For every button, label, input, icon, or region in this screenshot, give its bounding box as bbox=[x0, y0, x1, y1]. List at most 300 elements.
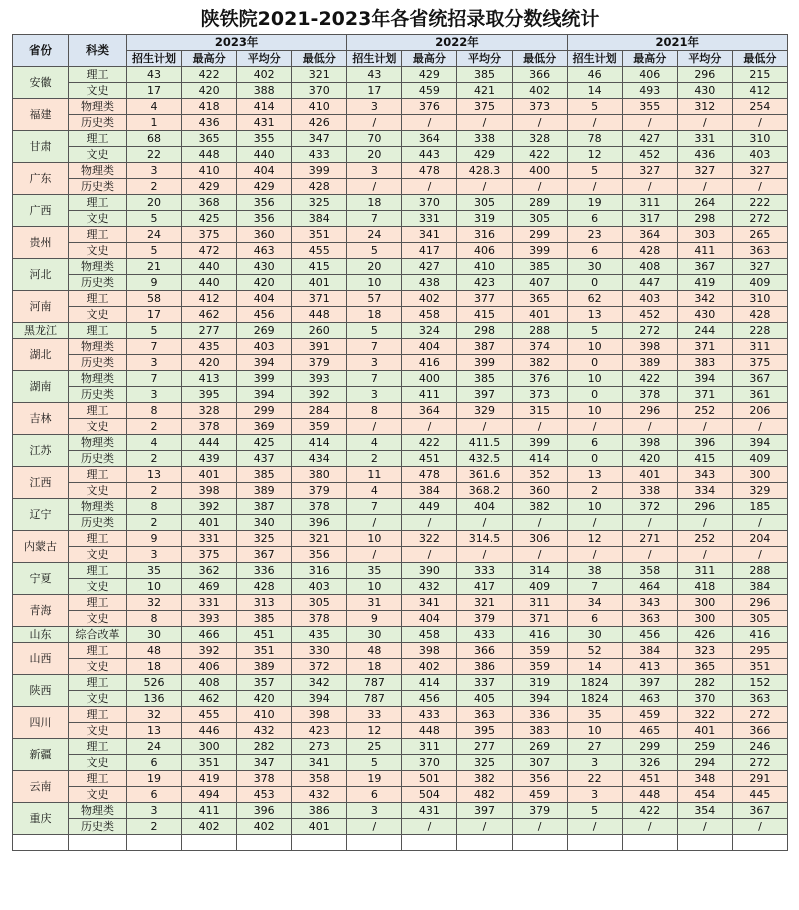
province-cell: 湖南 bbox=[13, 371, 69, 403]
page-title: 陕铁院2021-2023年各省统招录取分数线统计 bbox=[200, 8, 600, 30]
score-cell: 367 bbox=[677, 259, 732, 275]
score-cell: 401 bbox=[677, 723, 732, 739]
score-cell: 8 bbox=[347, 403, 402, 419]
score-cell: / bbox=[402, 179, 457, 195]
table-row bbox=[13, 147, 788, 163]
score-cell: / bbox=[677, 819, 732, 835]
subject-cell: 文史 bbox=[69, 243, 127, 259]
score-cell: 277 bbox=[182, 323, 237, 339]
score-cell: 387 bbox=[457, 339, 512, 355]
score-cell: / bbox=[402, 515, 457, 531]
score-cell: 374 bbox=[512, 339, 567, 355]
score-cell: 17 bbox=[127, 83, 182, 99]
score-cell: 215 bbox=[732, 67, 787, 83]
score-cell: 394 bbox=[237, 355, 292, 371]
score-cell: 462 bbox=[182, 691, 237, 707]
score-cell: 422 bbox=[622, 371, 677, 387]
score-cell: 62 bbox=[567, 291, 622, 307]
score-cell: 361 bbox=[732, 387, 787, 403]
table-row bbox=[13, 195, 788, 211]
score-cell: 375 bbox=[457, 99, 512, 115]
score-cell: 305 bbox=[512, 211, 567, 227]
score-cell: 386 bbox=[457, 659, 512, 675]
score-cell: 404 bbox=[237, 291, 292, 307]
score-cell: 378 bbox=[182, 419, 237, 435]
score-cell: 787 bbox=[347, 691, 402, 707]
province-cell: 重庆 bbox=[13, 803, 69, 835]
empty-cell bbox=[677, 835, 732, 851]
subject-cell: 理工 bbox=[69, 131, 127, 147]
province-cell: 江西 bbox=[13, 467, 69, 499]
table-row bbox=[13, 323, 788, 339]
score-cell: 383 bbox=[512, 723, 567, 739]
score-cell: 456 bbox=[237, 307, 292, 323]
score-cell: 300 bbox=[677, 595, 732, 611]
score-cell: 416 bbox=[402, 355, 457, 371]
score-cell: 394 bbox=[237, 387, 292, 403]
score-cell: 371 bbox=[677, 339, 732, 355]
subject-cell: 理工 bbox=[69, 227, 127, 243]
score-cell: 1824 bbox=[567, 691, 622, 707]
table-row bbox=[13, 419, 788, 435]
score-cell: 395 bbox=[182, 387, 237, 403]
score-cell: 272 bbox=[732, 211, 787, 227]
score-cell: 456 bbox=[402, 691, 457, 707]
score-cell: 10 bbox=[347, 275, 402, 291]
score-cell: 252 bbox=[677, 403, 732, 419]
score-cell: 5 bbox=[347, 323, 402, 339]
header-metric: 招生计划 bbox=[347, 51, 402, 67]
score-cell: 356 bbox=[292, 547, 347, 563]
score-cell: 373 bbox=[512, 99, 567, 115]
province-cell: 江苏 bbox=[13, 435, 69, 467]
score-cell: / bbox=[347, 515, 402, 531]
score-cell: 311 bbox=[512, 595, 567, 611]
score-cell: 440 bbox=[237, 147, 292, 163]
score-cell: 382 bbox=[512, 355, 567, 371]
score-cell: 337 bbox=[457, 675, 512, 691]
score-cell: 328 bbox=[512, 131, 567, 147]
score-cell: 32 bbox=[127, 595, 182, 611]
table-row bbox=[13, 371, 788, 387]
score-cell: / bbox=[732, 819, 787, 835]
score-cell: 389 bbox=[622, 355, 677, 371]
score-cell: 259 bbox=[677, 739, 732, 755]
subject-cell: 理工 bbox=[69, 595, 127, 611]
score-cell: 406 bbox=[182, 659, 237, 675]
score-cell: 356 bbox=[237, 211, 292, 227]
score-cell: 429 bbox=[402, 67, 457, 83]
score-cell: 398 bbox=[292, 707, 347, 723]
score-cell: 296 bbox=[732, 595, 787, 611]
score-cell: / bbox=[622, 179, 677, 195]
province-cell: 四川 bbox=[13, 707, 69, 739]
score-cell: 351 bbox=[292, 227, 347, 243]
score-cell: 18 bbox=[347, 659, 402, 675]
score-cell: 411.5 bbox=[457, 435, 512, 451]
table-row bbox=[13, 83, 788, 99]
score-cell: 14 bbox=[567, 83, 622, 99]
score-cell: 1 bbox=[127, 115, 182, 131]
score-cell: 392 bbox=[182, 499, 237, 515]
score-cell: 35 bbox=[567, 707, 622, 723]
score-cell: 315 bbox=[512, 403, 567, 419]
score-cell: 371 bbox=[677, 387, 732, 403]
province-cell: 广东 bbox=[13, 163, 69, 195]
score-cell: 404 bbox=[457, 499, 512, 515]
score-cell: 3 bbox=[567, 787, 622, 803]
score-cell: 35 bbox=[127, 563, 182, 579]
score-cell: 432 bbox=[237, 723, 292, 739]
score-cell: 383 bbox=[677, 355, 732, 371]
score-cell: 401 bbox=[292, 819, 347, 835]
table-row bbox=[13, 707, 788, 723]
score-cell: 388 bbox=[237, 83, 292, 99]
score-cell: 432 bbox=[292, 787, 347, 803]
score-cell: 340 bbox=[237, 515, 292, 531]
score-cell: 3 bbox=[347, 163, 402, 179]
score-cell: 269 bbox=[512, 739, 567, 755]
province-cell: 贵州 bbox=[13, 227, 69, 259]
score-cell: 372 bbox=[622, 499, 677, 515]
score-cell: 18 bbox=[347, 307, 402, 323]
score-cell: 423 bbox=[457, 275, 512, 291]
score-cell: / bbox=[567, 515, 622, 531]
score-cell: 19 bbox=[567, 195, 622, 211]
score-cell: 7 bbox=[347, 499, 402, 515]
score-cell: 370 bbox=[677, 691, 732, 707]
score-cell: 3 bbox=[127, 387, 182, 403]
score-cell: 341 bbox=[402, 227, 457, 243]
score-cell: 321 bbox=[292, 67, 347, 83]
score-cell: 6 bbox=[127, 755, 182, 771]
score-cell: 10 bbox=[347, 579, 402, 595]
score-cell: 5 bbox=[567, 163, 622, 179]
score-cell: 24 bbox=[347, 227, 402, 243]
score-cell: 3 bbox=[127, 163, 182, 179]
score-cell: 420 bbox=[622, 451, 677, 467]
score-cell: 299 bbox=[237, 403, 292, 419]
score-cell: 25 bbox=[347, 739, 402, 755]
score-cell: 389 bbox=[237, 483, 292, 499]
subject-cell: 理工 bbox=[69, 675, 127, 691]
table-row bbox=[13, 819, 788, 835]
subject-cell: 文史 bbox=[69, 83, 127, 99]
score-cell: 451 bbox=[402, 451, 457, 467]
score-cell: 7 bbox=[347, 371, 402, 387]
score-cell: 327 bbox=[732, 163, 787, 179]
table-row bbox=[13, 67, 788, 83]
score-cell: 371 bbox=[292, 291, 347, 307]
score-cell: 425 bbox=[237, 435, 292, 451]
score-cell: 321 bbox=[457, 595, 512, 611]
table-row bbox=[13, 675, 788, 691]
score-cell: / bbox=[512, 419, 567, 435]
header-metric: 最高分 bbox=[622, 51, 677, 67]
score-cell: 366 bbox=[512, 67, 567, 83]
score-cell: 420 bbox=[182, 355, 237, 371]
score-cell: 336 bbox=[237, 563, 292, 579]
table-row bbox=[13, 435, 788, 451]
score-cell: 327 bbox=[677, 163, 732, 179]
score-cell: 10 bbox=[567, 723, 622, 739]
score-cell: / bbox=[457, 819, 512, 835]
score-cell: 20 bbox=[347, 147, 402, 163]
score-cell: 387 bbox=[237, 499, 292, 515]
score-cell: 400 bbox=[402, 371, 457, 387]
score-cell: 399 bbox=[512, 435, 567, 451]
score-cell: 420 bbox=[182, 83, 237, 99]
score-cell: 433 bbox=[402, 707, 457, 723]
subject-cell: 理工 bbox=[69, 707, 127, 723]
score-cell: 185 bbox=[732, 499, 787, 515]
score-cell: 414 bbox=[402, 675, 457, 691]
score-cell: 378 bbox=[292, 611, 347, 627]
score-cell: 269 bbox=[237, 323, 292, 339]
score-cell: 152 bbox=[732, 675, 787, 691]
score-cell: 443 bbox=[402, 147, 457, 163]
score-cell: 378 bbox=[237, 771, 292, 787]
score-cell: 288 bbox=[732, 563, 787, 579]
score-cell: 360 bbox=[237, 227, 292, 243]
score-cell: 396 bbox=[677, 435, 732, 451]
score-cell: 298 bbox=[457, 323, 512, 339]
score-cell: 10 bbox=[567, 339, 622, 355]
score-cell: 272 bbox=[732, 707, 787, 723]
score-cell: 385 bbox=[237, 467, 292, 483]
score-cell: 23 bbox=[567, 227, 622, 243]
score-cell: 0 bbox=[567, 451, 622, 467]
score-cell: 413 bbox=[182, 371, 237, 387]
empty-cell bbox=[457, 835, 512, 851]
score-cell: 444 bbox=[182, 435, 237, 451]
score-cell: 310 bbox=[732, 131, 787, 147]
score-cell: 331 bbox=[182, 595, 237, 611]
score-cell: 454 bbox=[677, 787, 732, 803]
score-cell: 501 bbox=[402, 771, 457, 787]
score-cell: 354 bbox=[677, 803, 732, 819]
score-cell: 5 bbox=[567, 323, 622, 339]
score-cell: 377 bbox=[457, 291, 512, 307]
score-cell: 295 bbox=[732, 643, 787, 659]
table-row bbox=[13, 259, 788, 275]
score-cell: 300 bbox=[677, 611, 732, 627]
table-row bbox=[13, 403, 788, 419]
score-cell: 408 bbox=[622, 259, 677, 275]
table-row bbox=[13, 275, 788, 291]
empty-cell bbox=[567, 835, 622, 851]
score-cell: / bbox=[732, 179, 787, 195]
score-cell: 462 bbox=[182, 307, 237, 323]
score-cell: 9 bbox=[127, 275, 182, 291]
score-cell: 38 bbox=[567, 563, 622, 579]
score-cell: 463 bbox=[237, 243, 292, 259]
subject-cell: 文史 bbox=[69, 147, 127, 163]
score-cell: 430 bbox=[677, 83, 732, 99]
score-cell: 43 bbox=[347, 67, 402, 83]
score-cell: 399 bbox=[512, 243, 567, 259]
table-row bbox=[13, 307, 788, 323]
table-row bbox=[13, 787, 788, 803]
score-cell: 352 bbox=[512, 467, 567, 483]
score-cell: 58 bbox=[127, 291, 182, 307]
score-cell: 418 bbox=[182, 99, 237, 115]
score-cell: 445 bbox=[732, 787, 787, 803]
score-cell: 414 bbox=[292, 435, 347, 451]
subject-cell: 物理类 bbox=[69, 259, 127, 275]
score-cell: 401 bbox=[182, 515, 237, 531]
score-cell: 19 bbox=[127, 771, 182, 787]
score-cell: 3 bbox=[567, 755, 622, 771]
table-row bbox=[13, 467, 788, 483]
subject-cell: 文史 bbox=[69, 419, 127, 435]
score-cell: 416 bbox=[512, 627, 567, 643]
score-cell: 272 bbox=[622, 323, 677, 339]
score-cell: 482 bbox=[457, 787, 512, 803]
score-cell: 469 bbox=[182, 579, 237, 595]
score-cell: 3 bbox=[127, 547, 182, 563]
score-cell: 478 bbox=[402, 467, 457, 483]
score-cell: 393 bbox=[292, 371, 347, 387]
table-row bbox=[13, 243, 788, 259]
province-cell: 安徽 bbox=[13, 67, 69, 99]
empty-cell bbox=[237, 835, 292, 851]
score-cell: 329 bbox=[457, 403, 512, 419]
score-cell: 305 bbox=[292, 595, 347, 611]
subject-cell: 文史 bbox=[69, 691, 127, 707]
score-cell: 404 bbox=[402, 611, 457, 627]
score-cell: 453 bbox=[237, 787, 292, 803]
score-cell: 316 bbox=[457, 227, 512, 243]
score-cell: 494 bbox=[182, 787, 237, 803]
score-cell: 48 bbox=[127, 643, 182, 659]
score-cell: 376 bbox=[512, 371, 567, 387]
table-row bbox=[13, 339, 788, 355]
score-cell: 310 bbox=[732, 291, 787, 307]
score-cell: 395 bbox=[457, 723, 512, 739]
score-cell: 333 bbox=[457, 563, 512, 579]
score-cell: 410 bbox=[237, 707, 292, 723]
score-cell: 414 bbox=[512, 451, 567, 467]
score-cell: 394 bbox=[732, 435, 787, 451]
header-row-years bbox=[13, 35, 788, 51]
score-cell: 459 bbox=[622, 707, 677, 723]
score-cell: 425 bbox=[182, 211, 237, 227]
score-cell: 392 bbox=[182, 643, 237, 659]
score-cell: / bbox=[512, 547, 567, 563]
score-cell: 8 bbox=[127, 403, 182, 419]
score-cell: 385 bbox=[457, 67, 512, 83]
score-cell: 43 bbox=[127, 67, 182, 83]
score-cell: 3 bbox=[347, 99, 402, 115]
score-cell: 265 bbox=[732, 227, 787, 243]
score-cell: 428 bbox=[622, 243, 677, 259]
score-cell: 363 bbox=[732, 691, 787, 707]
score-cell: 493 bbox=[622, 83, 677, 99]
score-cell: 204 bbox=[732, 531, 787, 547]
score-cell: 13 bbox=[127, 723, 182, 739]
score-cell: 375 bbox=[732, 355, 787, 371]
score-cell: / bbox=[622, 115, 677, 131]
score-cell: 405 bbox=[457, 691, 512, 707]
header-year: 2021年 bbox=[567, 35, 787, 51]
score-cell: 370 bbox=[402, 755, 457, 771]
province-cell: 内蒙古 bbox=[13, 531, 69, 563]
table-row bbox=[13, 227, 788, 243]
score-cell: 336 bbox=[512, 707, 567, 723]
score-cell: 422 bbox=[512, 147, 567, 163]
score-cell: 446 bbox=[182, 723, 237, 739]
score-cell: 396 bbox=[292, 515, 347, 531]
subject-cell: 文史 bbox=[69, 547, 127, 563]
score-cell: 401 bbox=[512, 307, 567, 323]
score-cell: / bbox=[347, 819, 402, 835]
table-row bbox=[13, 547, 788, 563]
header-metric: 招生计划 bbox=[567, 51, 622, 67]
subject-cell: 文史 bbox=[69, 483, 127, 499]
subject-cell: 文史 bbox=[69, 723, 127, 739]
header-metric: 最低分 bbox=[732, 51, 787, 67]
empty-cell bbox=[347, 835, 402, 851]
score-cell: 244 bbox=[677, 323, 732, 339]
header-row-metrics bbox=[13, 51, 788, 67]
subject-cell: 理工 bbox=[69, 67, 127, 83]
score-cell: 18 bbox=[347, 195, 402, 211]
empty-cell bbox=[13, 835, 69, 851]
score-cell: 5 bbox=[567, 99, 622, 115]
subject-cell: 理工 bbox=[69, 643, 127, 659]
score-cell: 414 bbox=[237, 99, 292, 115]
score-cell: 455 bbox=[292, 243, 347, 259]
score-cell: 429 bbox=[457, 147, 512, 163]
score-cell: 431 bbox=[402, 803, 457, 819]
score-cell: 27 bbox=[567, 739, 622, 755]
score-cell: / bbox=[512, 819, 567, 835]
score-cell: 436 bbox=[677, 147, 732, 163]
score-cell: 366 bbox=[457, 643, 512, 659]
score-cell: 323 bbox=[677, 643, 732, 659]
score-cell: 303 bbox=[677, 227, 732, 243]
score-cell: 447 bbox=[622, 275, 677, 291]
score-cell: 17 bbox=[347, 83, 402, 99]
score-cell: 415 bbox=[457, 307, 512, 323]
score-cell: 432 bbox=[402, 579, 457, 595]
score-cell: 389 bbox=[237, 659, 292, 675]
header-metric: 平均分 bbox=[237, 51, 292, 67]
score-cell: 34 bbox=[567, 595, 622, 611]
score-cell: 363 bbox=[457, 707, 512, 723]
score-cell: 459 bbox=[402, 83, 457, 99]
subject-cell: 文史 bbox=[69, 755, 127, 771]
score-cell: 416 bbox=[732, 627, 787, 643]
province-cell: 河北 bbox=[13, 259, 69, 291]
score-cell: 228 bbox=[732, 323, 787, 339]
subject-cell: 历史类 bbox=[69, 451, 127, 467]
subject-cell: 物理类 bbox=[69, 435, 127, 451]
score-cell: 1824 bbox=[567, 675, 622, 691]
score-cell: 397 bbox=[457, 803, 512, 819]
score-cell: 386 bbox=[292, 803, 347, 819]
score-cell: 305 bbox=[732, 611, 787, 627]
header-metric: 最低分 bbox=[292, 51, 347, 67]
score-cell: 338 bbox=[622, 483, 677, 499]
subject-cell: 历史类 bbox=[69, 355, 127, 371]
score-cell: 7 bbox=[347, 211, 402, 227]
score-cell: 408 bbox=[182, 675, 237, 691]
score-cell: 400 bbox=[512, 163, 567, 179]
score-cell: 412 bbox=[732, 83, 787, 99]
subject-cell: 历史类 bbox=[69, 275, 127, 291]
